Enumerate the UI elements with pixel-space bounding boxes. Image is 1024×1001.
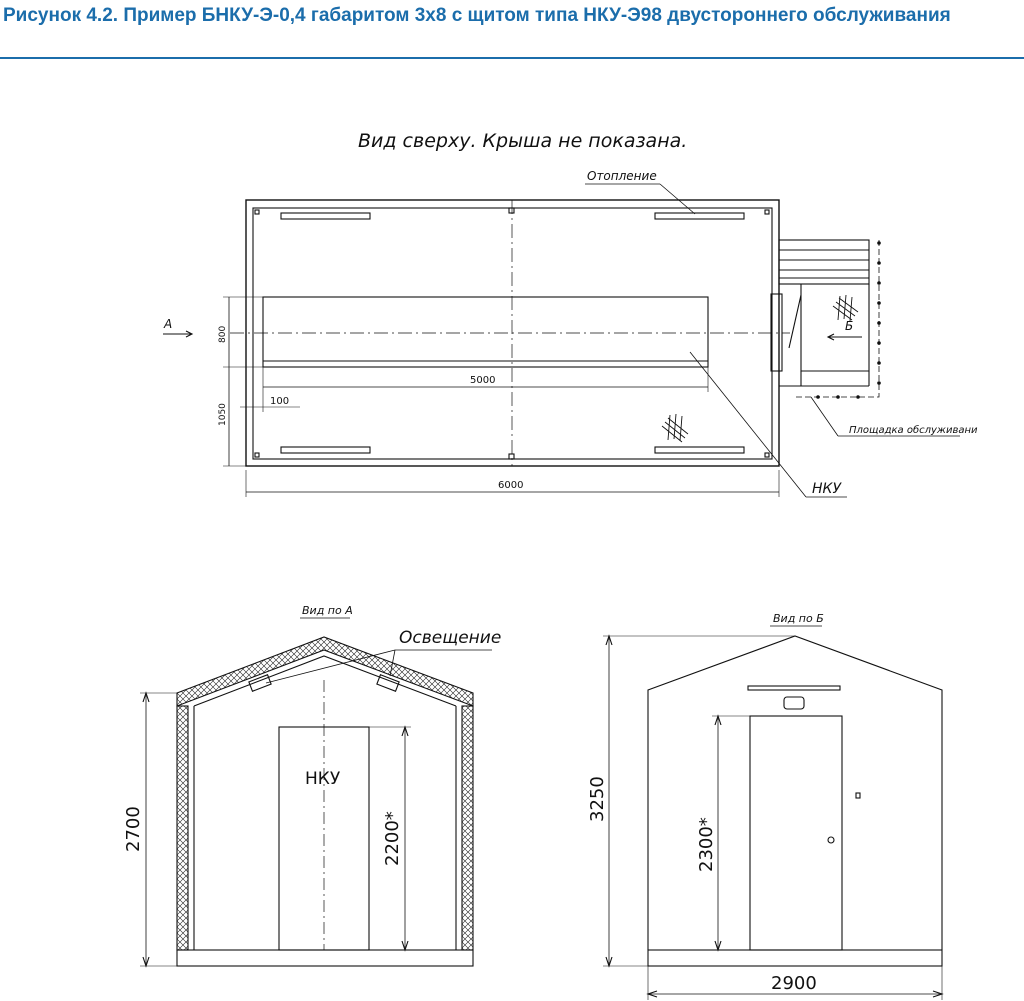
dim-2700: 2700 [123, 806, 144, 852]
panel-label-a: НКУ [305, 769, 341, 789]
floor-base [177, 950, 473, 966]
dim-3250: 3250 [587, 776, 608, 822]
dim-1050: 1050 [218, 403, 228, 426]
building-inner-wall [253, 208, 772, 459]
railing [794, 240, 879, 397]
wall-right [462, 706, 473, 950]
view-a-caption: Вид по А [302, 604, 353, 617]
view-a [123, 604, 501, 966]
heater [655, 447, 744, 453]
top-view-caption: Вид сверху. Крыша не показана. [358, 130, 688, 152]
door-handle [828, 837, 834, 843]
wall-left [177, 706, 188, 950]
dim-100: 100 [270, 396, 290, 407]
platform-label: Площадка обслуживани [849, 425, 978, 436]
heater [281, 447, 370, 453]
service-platform [779, 240, 869, 386]
vent-grille [662, 295, 858, 442]
view-arrow-b-label: Б [845, 319, 854, 333]
dim-6000: 6000 [498, 480, 524, 491]
heating-label: Отопление [587, 169, 657, 183]
heater [281, 213, 370, 219]
figure-title: Рисунок 4.2. Пример БНКУ-Э-0,4 габаритом 3х8 с щитом типа НКУ-Э98 двустороннего обслуживания [3, 5, 951, 26]
panel-label-top: НКУ [812, 481, 841, 497]
dim-2300: 2300* [696, 817, 717, 872]
door-lock [856, 793, 860, 798]
dim-2900: 2900 [771, 973, 817, 994]
view-arrow-a-label: А [164, 317, 173, 331]
door [750, 716, 842, 950]
dim-800: 800 [218, 325, 228, 343]
entrance-light [784, 697, 804, 709]
floor-base-b [648, 950, 942, 966]
heater [655, 213, 744, 219]
view-b-caption: Вид по Б [773, 612, 824, 625]
dim-5000: 5000 [470, 375, 496, 386]
dim-2200: 2200* [382, 811, 403, 866]
lighting-label: Освещение [399, 628, 502, 648]
view-b [587, 612, 942, 1000]
door-canopy [748, 686, 840, 690]
building-elevation [648, 636, 942, 950]
top-view [163, 130, 978, 497]
nku-panel [263, 297, 708, 367]
